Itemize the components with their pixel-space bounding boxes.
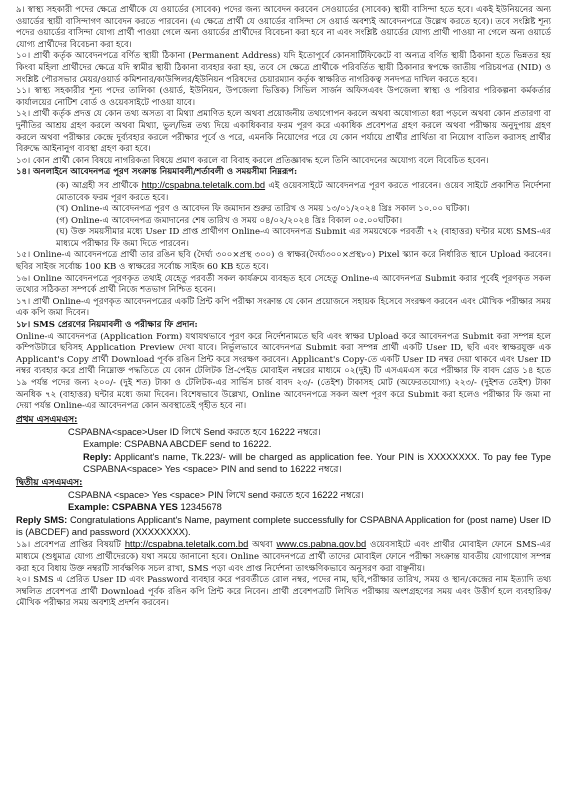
first-sms-reply-text: Applicant's name, Tk.223/- will be charged as application fee. Your PIN is XXXXXXXX. To pay fee Type CSPABNA<space> Yes <space> PIN and send to 16222 নম্বরে। xyxy=(83,451,551,475)
clause-14-kha: (খ) Online-এ আবেদনপত্র পূরণ ও আবেদন ফি জমাদান শুরুর তারিখ ও সময় ১৩/০১/২০২৪ খ্রিঃ সকাল ১০.০০ ঘটিকা। xyxy=(56,204,470,215)
clause-14-ka-pre: (ক) আগ্রহী সব প্রার্থীকে xyxy=(56,180,142,191)
first-sms-example: Example: CSPABNA ABCDEF send to 16222. xyxy=(83,439,272,450)
civil-surgeon-website-link[interactable]: www.cs.pabna.gov.bd xyxy=(276,539,367,550)
clause-10: ১০। প্রার্থী কর্তৃক আবেদনপত্রে বর্ণিত স্থায়ী ঠিকানা (Permanent Address) যদি ইতোপূর্বে কোনসার্টিফিকেটে বা অন্যত্র বর্ণিত স্থায়ী ঠিকানা হতে ভিন্নতর হয় কিংবা মহিলা প্রার্থীদের ক্ষেত্রে যদি স্বামীর স্থায়ী ঠিকানা ব্যবহার করা হয়, তবে সে ক্ষেত্রে প্রার্থীকে পরিবর্তিত স্থায়ী ঠিকানার স্বপক্ষে জাতীয় পরিচয়পত্র (NID) ও সংশ্লিষ্ট পৌরসভার মেয়র/ওয়ার্ড কমিশনার/কাউন্সিলর/ইউনিয়ন পরিষদের চেয়ারম্যান কর্তৃক স্বাক্ষরিত নাগরিকত্ব সনদপত্র দাখিল করতে হবে। xyxy=(16,51,551,85)
clause-15: ১৫। Online-এ আবেদনপত্রে প্রার্থী তার রঙিন ছবি (দৈর্ঘ্য ৩০০×প্রস্থ ৩০০) ও স্বাক্ষর(দৈর্ঘ্য৩০০×প্রস্থ৮০) Pixel স্ক্যান করে নির্ধারিত স্থানে Upload করবেন। ছবির সাইজ সর্বোচ্চ 100 KB ও স্বাক্ষরের সর্বোচ্চ সাইজ 60 KB হতে হবে। xyxy=(16,250,551,273)
reply-sms xyxy=(16,514,551,539)
clause-14-ga: (গ) Online-এ আবেদনপত্র জমাদানের শেষ তারিখ ও সময় ০৪/০২/২০২৪ খ্রিঃ বিকাল ০৫.০০ঘটিকা। xyxy=(56,215,403,226)
clause-14-heading: ১৪। অনলাইনে আবেদনপত্র পূরণ সংক্রান্ত নিয়মাবলী/শর্তাবলী ও সময়সীমা নিম্নরূপ: xyxy=(16,167,298,178)
clause-19-mid: অথবা xyxy=(248,540,277,551)
clause-14-gha: (ঘ) উক্ত সময়সীমার মধ্যে User ID প্রাপ্ত প্রার্থীগণ Online-এ আবেদনপত্র Submit এর সময়থেকে পরবর্তী ৭২ (বাহাত্তর) ঘন্টার মধ্যে SMS-এর মাধ্যমে পরীক্ষার ফি জমা দিতে পারবেন। xyxy=(56,227,551,249)
first-sms-reply xyxy=(16,451,551,476)
first-sms-title: প্রথম এসএমএস: xyxy=(16,414,78,425)
first-sms-reply-label: Reply: xyxy=(83,451,112,462)
clause-14-ka-post: এই ওয়েবসাইটে আবেদনপত্র পূরণ করতে পারবেন। ওয়েব সাইটে প্রকাশিত নির্দেশনা মোতাবেক ফরম পূরণ করতে হবে। xyxy=(56,180,551,203)
second-sms-title: দ্বিতীয় এসএমএস: xyxy=(16,477,83,488)
clause-19 xyxy=(16,538,551,575)
reply-sms-text: Congratulations Applicant's Name, payment complete successfully for CSPABNA Application for (post name) User ID is (ABCDEF) and password (XXXXXXXX). xyxy=(16,514,551,538)
clause-13: ১৩। কোন প্রার্থী কোন বিষয়ে নাগরিকতা বিষয়ে প্রমাণ করলে বা বিবাহ করলে প্রতিজ্ঞাবদ্ধ হলে তিনি আবেদনের অযোগ্য বলে বিবেচিত হবেন। xyxy=(16,155,489,166)
second-sms-example-pin: 12345678 xyxy=(180,502,222,513)
clause-18-body: Online-এ আবেদনপত্র (Application Form) যথাযথভাবে পূরণ করে নির্দেশনামতে ছবি এবং স্বাক্ষর Upload করে আবেদনপত্র Submit করা সম্পন্ন হলে কম্পিউটারে ছবিসহ Application Preview দেখা যাবে। নির্ভুলভাবে আবেদনপত্র Submit করা সম্পন্ন প্রার্থী একটি User ID, ছবি এবং স্বাক্ষরযুক্ত এক Applicant's Copy প্রার্থী Download পূর্বক রঙিন প্রিন্ট করে সংরক্ষণ করবেন। Applicant's Copy-তে একটি User ID নম্বর দেয়া থাকবে এবং User ID নম্বর ব্যবহার করে প্রার্থী নিম্নোক্ত পদ্ধতিতে যে কোন টেলিটক প্রি-পেইড মোবাইল নম্বরের মাধ্যমে ০২(দুই) টি এসএমএস করে পরীক্ষার ফি বাবদ গ্রেড ১৪ হতে ১৯ পর্যন্ত পদের জন্য ২০০/- (দুই শত) টাকা ও টেলিটক-এর সার্ভিস চার্জ বাবদ ২৩/- (তেইশ) টাকাসহ মোট (অফেরতযোগ্য) ২২৩/- (দুইশত তেইশ) টাকা অনধিক ৭২ (বাহাত্তর) ঘন্টার মধ্যে জমা দিবেন। বিশেষভাবে উল্লেখ্য, Online আবেদনপত্রে সকল অংশ পূরণ করে Submit করা হলেও পরীক্ষার ফি জমা না দেয়া পর্যন্ত Online-এর আবেদনপত্র কোন অবস্থাতেই গৃহীত হবে না। xyxy=(16,331,551,412)
first-sms-command: CSPABNA<space>User ID লিখে Send করতে হবে 16222 নম্বরে। xyxy=(68,426,321,437)
clause-9: ৯। স্বাস্থ্য সহকারী পদের ক্ষেত্রে প্রার্থীকে যে ওয়ার্ডের (সাবেক) পদের জন্য আবেদন করবেন সেওয়ার্ডের (সাবেক) স্থায়ী বাসিন্দা হতে হবে। একই ইউনিয়নের অন্য ওয়ার্ডের স্থায়ী বাসিন্দাগণ আবেদন করতে পারবেন। (এ ক্ষেত্রে প্রার্থী যে ওয়ার্ডের বাসিন্দা সে ওয়ার্ড অবশ্যই আবেদনপত্রে উল্লেখ করতে হবে)। তবে সংশ্লিষ্ট শূন্য পদের ওয়ার্ডের বাসিন্দা যোগ্য প্রার্থী পাওয়া গেলে অন্য ওয়ার্ডের প্রার্থীদের বিবেচনা করা হবে না এবং সংশ্লিষ্ট ওয়ার্ডের যোগ্য প্রার্থী পাওয়া না গেলে অন্য ওয়ার্ডে যোগ্য প্রার্থীদের বিবেচনা করা হবে। xyxy=(16,5,551,50)
application-website-link[interactable]: http://cspabna.teletalk.com.bd xyxy=(141,179,266,190)
second-sms-example-label: Example: CSPABNA YES xyxy=(68,502,181,513)
clause-18-heading: ১৮। SMS প্রেরণের নিয়মাবলী ও পরীক্ষার ফি প্রদান: xyxy=(16,320,198,331)
clause-16: ১৬। Online আবেদনপত্রে পূরণকৃত তথ্যই যেহেতু পরবর্তী সকল কার্যক্রমে ব্যবহৃত হবে সেহেতু Online-এ আবেদনপত্র Submit করার পূর্বেই পূরণকৃত সকল তথ্যের সঠিকতা সম্পর্কে প্রার্থী নিজে শতভাগ নিশ্চিত হবেন। xyxy=(16,273,551,296)
clause-14-ka xyxy=(16,179,551,204)
clause-12: ১২। প্রার্থী কর্তৃক প্রদত্ত যে কোন তথ্য অসত্য বা মিথ্যা প্রমাণিত হলে অথবা প্রয়োজনীয় তথ্যগোপন করলে অথবা অযোগ্যতা ধরা পড়লে অথবা কোন প্রতারণা বা দুর্নীতির আশ্রয় গ্রহণ করলে অথবা মিথ্যা, ভুল/ভিন্ন তথ্য দিয়ে একাধিকবার ফরম পূরণ করে একাধিক প্রবেশপত্র গ্রহণ করলে অথবা পরীক্ষায় অনুদুপায় গ্রহণ করলে অথবা পরীক্ষার কেন্দ্রে দুর্ব্যবহার করলে পরীক্ষার পূর্বে ও পরে, এমনকি নিয়োগের পরে যে কোন পর্যায়ে প্রার্থীর প্রার্থিতা বা নিয়োগ বাতিল করাসহ প্রার্থীর বিরুদ্ধে আইনানুগ ব্যবস্থা গ্রহণ করা হবে। xyxy=(16,109,551,155)
clause-17: ১৭। প্রার্থী Online-এ পূরণকৃত আবেদনপত্রের একটি প্রিন্ট কপি পরীক্ষা সংক্রান্ত যে কোন প্রয়োজনে সহায়ক হিসেবে সংরক্ষণ করবেন এবং মৌখিক পরীক্ষার সময় এক কপি জমা দিবেন। xyxy=(16,296,551,319)
second-sms-example xyxy=(16,501,551,513)
clause-19-pre: ১৯। প্রবেশপত্র প্রাপ্তির বিষয়টি xyxy=(16,540,125,551)
reply-sms-label: Reply SMS: xyxy=(16,514,68,525)
second-sms-command: CSPABNA <space> Yes <space> PIN লিখে send করতে হবে 16222 নম্বরে। xyxy=(68,489,364,500)
teletalk-website-link[interactable]: http://cspabna.teletalk.com.bd xyxy=(124,539,249,550)
clause-19-post: ওয়েবসাইটে এবং প্রার্থীর মোবাইল ফোনে SMS-এর মাধ্যমে (শুধুমাত্র যোগ্য প্রার্থীদেরকে) যথা সময়ে জানানো হবে। Online আবেদনপত্রে প্রার্থী তাদের মোবাইল ফোনে পরীক্ষা সংক্রান্ত যাবতীয় যোগাযোগ সম্পন্ন করা হবে বিধায় উক্ত নম্বরটি সার্বক্ষণিক সচল রাখা, SMS পড়া এবং প্রাপ্ত নির্দেশনা তাৎক্ষণিকভাবে অনুসরণ করা বাঞ্ছনীয়। xyxy=(16,540,551,574)
clause-20: ২০। SMS এ প্রেরিত User ID এবং Password ব্যবহার করে পরবর্তীতে রোল নম্বর, পদের নাম, ছবি,পরীক্ষার তারিখ, সময় ও স্থান/কেন্দ্রের নাম ইত্যাদি তথ্য সম্বলিত প্রবেশপত্র প্রার্থী Download পূর্বক রঙিন কপি প্রিন্ট করে নিবেন। প্রার্থী প্রবেশপত্রটি লিখিত পরীক্ষায় অংশগ্রহণের সময় এবং উত্তীর্ণ হলে ব্যবহারিক/মৌখিক পরীক্ষার সময় অবশ্যই প্রদর্শন করবেন। xyxy=(16,575,551,609)
clause-11: ১১। স্বাস্থ্য সহকারীর শূন্য পদের তালিকা (ওয়ার্ড, ইউনিয়ন, উপজেলা ভিত্তিক) সিভিল সার্জন অফিসএবং উপজেলা স্বাস্থ্য ও পরিবার পরিকল্পনা কর্মকর্তার কার্যালয়ের নোটিশ বোর্ড ও ওয়েবসাইটে পাওয়া যাবে। xyxy=(16,86,551,108)
